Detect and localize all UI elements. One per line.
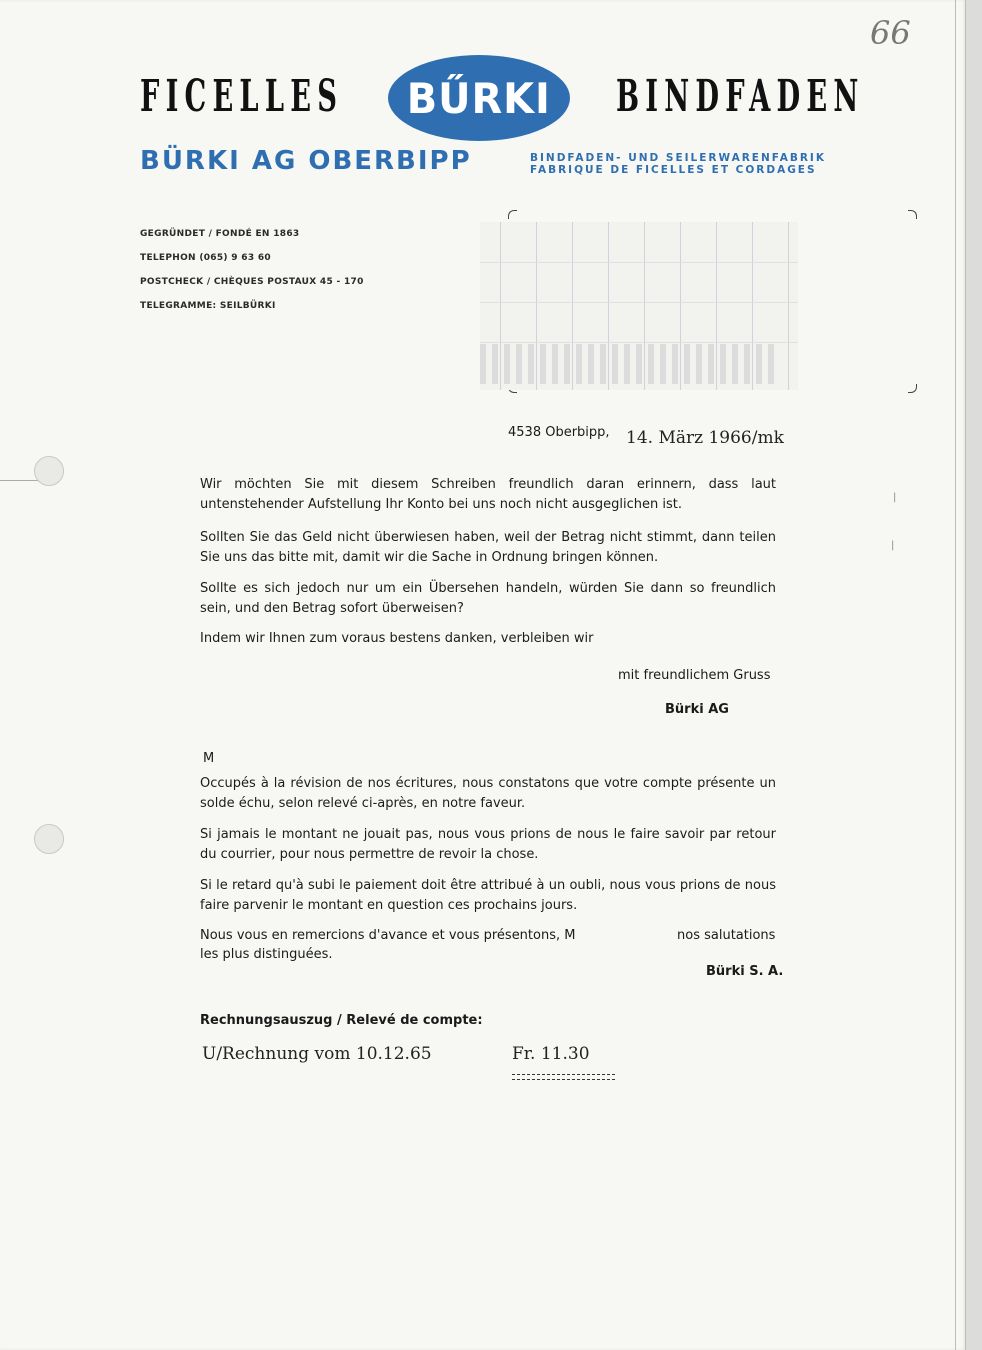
french-paragraph-3: Si le retard qu'à subi le paiement doit être attribué à un oubli, nous vous prions de nous faire parvenir le montant en question ces prochains jours. (200, 878, 776, 913)
german-paragraph-4: Indem wir Ihnen zum voraus bestens danken, verbleiben wir (200, 631, 594, 646)
german-closing: mit freundlichem Gruss (618, 668, 771, 683)
company-name: BÜRKI AG OBERBIPP (140, 146, 472, 176)
german-paragraph-2: Sollten Sie das Geld nicht überwiesen haben, weil der Betrag nicht stimmt, dann teilen Sie uns das bitte mit, damit wir die Sache in Ordnung bringen können. (200, 530, 776, 565)
french-closing-3: les plus distinguées. (200, 947, 333, 962)
info-telephone: TELEPHON (065) 9 63 60 (140, 253, 271, 263)
statement-heading: Rechnungsauszug / Relevé de compte: (200, 1013, 483, 1028)
french-paragraph-1: Occupés à la révision de nos écritures, nous constatons que votre compte présente un solde échu, selon relevé ci-après, en notre faveur. (200, 776, 776, 811)
statement-item: U/Rechnung vom 10.12.65 (202, 1044, 432, 1064)
tagline-french: FABRIQUE DE FICELLES ET CORDAGES (530, 164, 817, 176)
address-corner-mark (908, 210, 917, 219)
punch-hole-bottom (34, 824, 64, 854)
page-edge-line (965, 0, 966, 1350)
amount-double-underline (512, 1074, 615, 1080)
german-signature: Bürki AG (665, 702, 729, 717)
info-founded: GEGRÜNDET / FONDÉ EN 1863 (140, 229, 300, 239)
address-corner-mark (908, 384, 917, 393)
french-closing-2: nos salutations (677, 928, 776, 943)
page-edge-line (955, 0, 956, 1350)
german-paragraph-3: Sollte es sich jedoch nur um ein Übersehen handeln, würden Sie dann so freundlich sein, und den Betrag sofort überweisen? (200, 581, 776, 616)
letterhead-right-word: BINDFADEN (616, 71, 865, 122)
punch-hole-top (34, 456, 64, 486)
french-closing-1: Nous vous en remercions d'avance et vous présentons, M (200, 928, 576, 943)
french-salutation: M (203, 751, 215, 766)
logo-text: BŰRKI (406, 73, 552, 123)
handwritten-note: 66 (870, 14, 911, 52)
tagline-german: BINDFADEN- UND SEILERWARENFABRIK (530, 152, 826, 164)
info-telegram: TELEGRAMME: SEILBÜRKI (140, 301, 276, 311)
info-postcheck: POSTCHECK / CHÈQUES POSTAUX 45 - 170 (140, 277, 364, 287)
margin-mark: | (893, 492, 897, 503)
german-paragraph-1: Wir möchten Sie mit diesem Schreiben freundlich daran erinnern, dass laut untenstehender Aufstellung Ihr Konto bei uns noch nicht ausgeglichen ist. (200, 477, 776, 512)
burki-logo (388, 55, 570, 141)
margin-mark: | (891, 540, 895, 551)
letterhead-left-word: FICELLES (140, 71, 344, 122)
letter-date: 14. März 1966/mk (626, 428, 784, 448)
address-slip (480, 222, 798, 390)
statement-amount: Fr. 11.30 (512, 1044, 590, 1064)
french-paragraph-2: Si jamais le montant ne jouait pas, nous vous prions de nous le faire savoir par retour du courrier, pour nous permettre de revoir la chose. (200, 827, 776, 862)
french-signature: Bürki S. A. (706, 964, 784, 979)
address-corner-mark (508, 210, 517, 219)
date-place: 4538 Oberbipp, (508, 425, 610, 440)
